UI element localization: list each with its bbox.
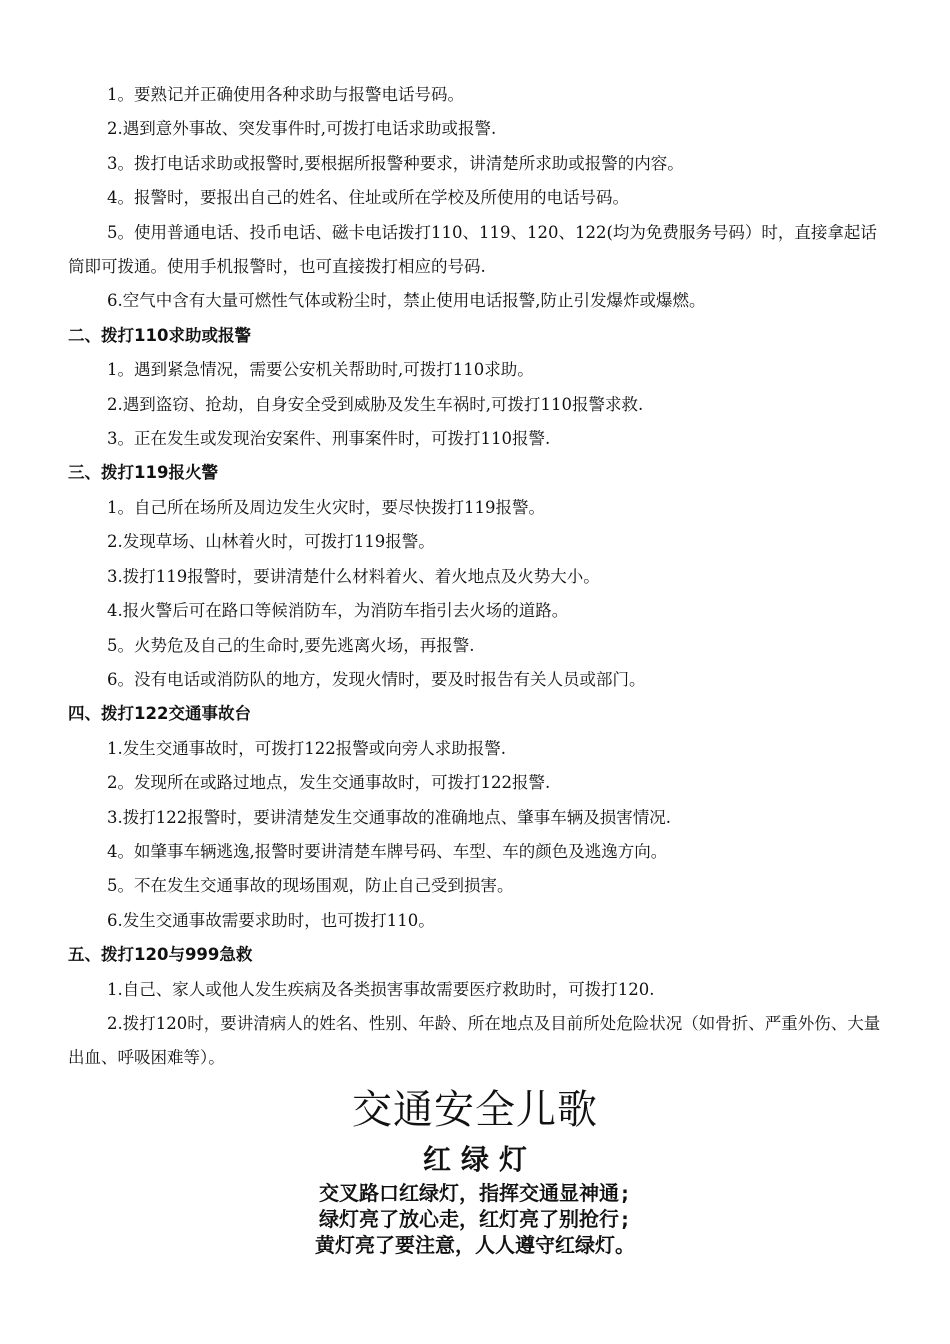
- list-item: 2.遇到盗窃、抢劫，自身安全受到威胁及发生车祸时,可拨打110报警求救.: [107, 394, 644, 414]
- list-item: 1。遇到紧急情况，需要公安机关帮助时,可拨打110求助。: [107, 360, 534, 380]
- section-heading-119: 三、拨打119报火警: [68, 463, 218, 483]
- section-heading-120: 五、拨打120与999急救: [68, 945, 253, 965]
- traffic-safety-song: [0, 1080, 950, 1258]
- list-item: 2.拨打120时，要讲清病人的姓名、性别、年龄、所在地点及目前所处危险状况（如骨折、严重外伤、大量出血、呼吸困难等）。: [68, 1013, 881, 1068]
- list-item: 4。报警时，要报出自己的姓名、住址或所在学校及所使用的电话号码。: [107, 188, 629, 208]
- song-line: 交叉路口红绿灯，指挥交通显神通;: [318, 1181, 632, 1205]
- list-item: 2.遇到意外事故、突发事件时,可拨打电话求助或报警.: [107, 119, 497, 139]
- list-item: 4。如肇事车辆逃逸,报警时要讲清楚车牌号码、车型、车的颜色及逃逸方向。: [107, 841, 668, 861]
- song-subtitle: 红绿灯: [422, 1143, 537, 1176]
- list-item: 3.拨打122报警时，要讲清楚发生交通事故的准确地点、肇事车辆及损害情况.: [107, 807, 671, 827]
- list-item: 1。要熟记并正确使用各种求助与报警电话号码。: [107, 85, 464, 104]
- list-item: 1。自己所在场所及周边发生火灾时，要尽快拨打119报警。: [107, 497, 545, 517]
- list-item: 1.自己、家人或他人发生疾病及各类损害事故需要医疗救助时，可拨打120.: [107, 979, 655, 999]
- list-item: 6.发生交通事故需要求助时，也可拨打110。: [107, 910, 435, 930]
- song-line: 黄灯亮了要注意，人人遵守红绿灯。: [315, 1233, 635, 1257]
- guidelines-text: [68, 78, 888, 1076]
- list-item: 4.报火警后可在路口等候消防车，为消防车指引去火场的道路。: [107, 601, 569, 621]
- list-item: 5。火势危及自己的生命时,要先逃离火场，再报警.: [107, 635, 475, 655]
- list-item: 3。正在发生或发现治安案件、刑事案件时，可拨打110报警.: [107, 429, 551, 449]
- song-title: 交通安全儿歌: [352, 1087, 598, 1133]
- list-item: 6。没有电话或消防队的地方，发现火情时，要及时报告有关人员或部门。: [107, 669, 646, 689]
- section-heading-110: 二、拨打110求助或报警: [68, 325, 251, 345]
- list-item: 2.发现草场、山林着火时，可拨打119报警。: [107, 532, 435, 552]
- list-item: 5。不在发生交通事故的现场围观，防止自己受到损害。: [107, 876, 514, 896]
- section-heading-122: 四、拨打122交通事故台: [68, 704, 251, 724]
- song-line: 绿灯亮了放心走，红灯亮了别抢行;: [318, 1207, 632, 1231]
- list-item: 6.空气中含有大量可燃性气体或粉尘时，禁止使用电话报警,防止引发爆炸或爆燃。: [107, 291, 706, 311]
- list-item: 3.拨打119报警时，要讲清楚什么材料着火、着火地点及火势大小。: [107, 566, 600, 586]
- list-item: 3。拨打电话求助或报警时,要根据所报警种要求，讲清楚所求助或报警的内容。: [107, 153, 684, 173]
- list-item: 1.发生交通事故时，可拨打122报警或向旁人求助报警.: [107, 738, 506, 758]
- list-item: 2。发现所在或路过地点，发生交通事故时，可拨打122报警.: [107, 773, 551, 793]
- list-item: 5。使用普通电话、投币电话、磁卡电话拨打110、119、120、122(均为免费服务号码）时，直接拿起话筒即可拨通。使用手机报警时，也可直接拨打相应的号码.: [68, 222, 877, 277]
